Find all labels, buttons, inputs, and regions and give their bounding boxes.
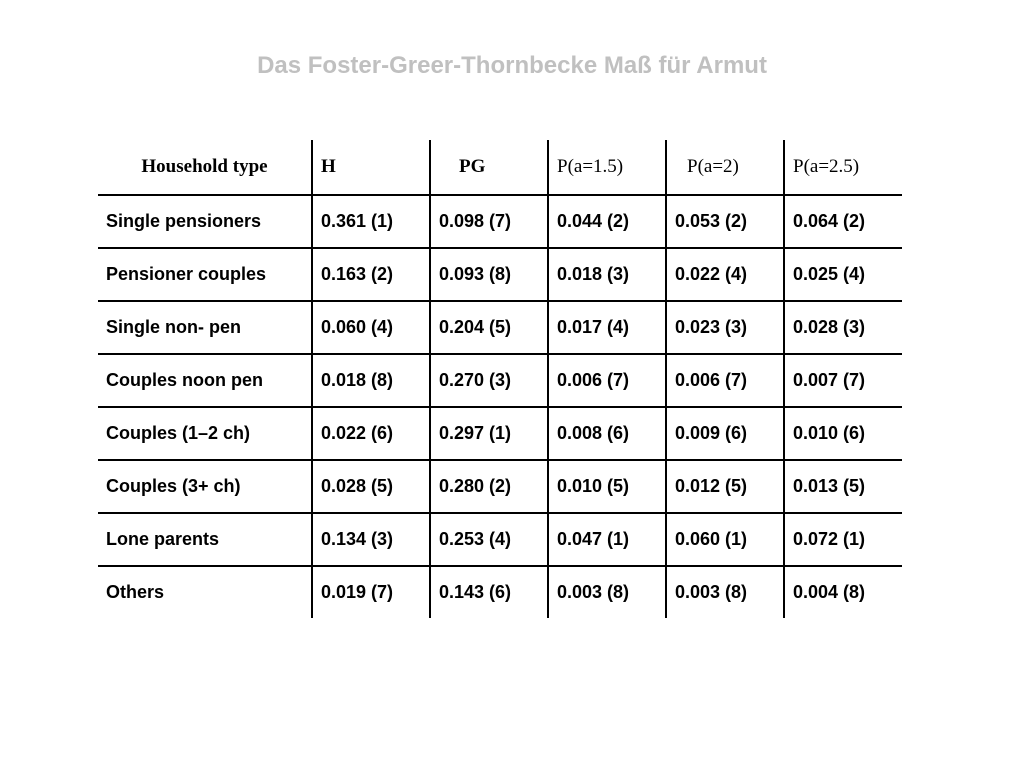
poverty-measure-table — [98, 140, 902, 618]
p-a-1-5-cell: 0.003 (8) — [548, 566, 666, 618]
p-a-2-cell: 0.012 (5) — [666, 460, 784, 513]
table-row — [98, 407, 902, 460]
h-cell: 0.028 (5) — [312, 460, 430, 513]
header-p-a-2: P(a=2) — [666, 140, 784, 195]
header-h: H — [312, 140, 430, 195]
p-a-1-5-cell: 0.047 (1) — [548, 513, 666, 566]
p-a-2-5-cell: 0.064 (2) — [784, 195, 902, 248]
pg-cell: 0.093 (8) — [430, 248, 548, 301]
h-cell: 0.022 (6) — [312, 407, 430, 460]
p-a-2-cell: 0.003 (8) — [666, 566, 784, 618]
household-type-cell: Couples (1–2 ch) — [98, 407, 312, 460]
p-a-1-5-cell: 0.018 (3) — [548, 248, 666, 301]
pg-cell: 0.270 (3) — [430, 354, 548, 407]
household-type-cell: Lone parents — [98, 513, 312, 566]
pg-cell: 0.253 (4) — [430, 513, 548, 566]
header-p-a-2-5: P(a=2.5) — [784, 140, 902, 195]
household-type-cell: Single non- pen — [98, 301, 312, 354]
slide-title: Das Foster-Greer-Thornbecke Maß für Armut — [257, 52, 767, 79]
header-p-a-1-5: P(a=1.5) — [548, 140, 666, 195]
h-cell: 0.361 (1) — [312, 195, 430, 248]
pg-cell: 0.143 (6) — [430, 566, 548, 618]
table-row — [98, 566, 902, 618]
p-a-2-cell: 0.006 (7) — [666, 354, 784, 407]
p-a-2-cell: 0.022 (4) — [666, 248, 784, 301]
table-row — [98, 513, 902, 566]
table-row — [98, 301, 902, 354]
p-a-2-5-cell: 0.025 (4) — [784, 248, 902, 301]
p-a-2-5-cell: 0.028 (3) — [784, 301, 902, 354]
p-a-2-cell: 0.023 (3) — [666, 301, 784, 354]
header-household-type: Household type — [98, 140, 312, 195]
h-cell: 0.060 (4) — [312, 301, 430, 354]
p-a-1-5-cell: 0.006 (7) — [548, 354, 666, 407]
p-a-2-5-cell: 0.004 (8) — [784, 566, 902, 618]
h-cell: 0.019 (7) — [312, 566, 430, 618]
p-a-1-5-cell: 0.017 (4) — [548, 301, 666, 354]
household-type-cell: Couples noon pen — [98, 354, 312, 407]
pg-cell: 0.280 (2) — [430, 460, 548, 513]
p-a-2-5-cell: 0.013 (5) — [784, 460, 902, 513]
p-a-1-5-cell: 0.008 (6) — [548, 407, 666, 460]
p-a-2-5-cell: 0.072 (1) — [784, 513, 902, 566]
household-type-cell: Single pensioners — [98, 195, 312, 248]
p-a-2-5-cell: 0.010 (6) — [784, 407, 902, 460]
header-pg: PG — [430, 140, 548, 195]
table-row — [98, 195, 902, 248]
p-a-1-5-cell: 0.044 (2) — [548, 195, 666, 248]
household-type-cell: Others — [106, 582, 165, 602]
household-type-cell: Couples (3+ ch) — [98, 460, 312, 513]
table-row — [98, 248, 902, 301]
table-row — [98, 354, 902, 407]
p-a-2-cell: 0.060 (1) — [666, 513, 784, 566]
pg-cell: 0.297 (1) — [430, 407, 548, 460]
household-type-cell: Pensioner couples — [98, 248, 312, 301]
pg-cell: 0.204 (5) — [430, 301, 548, 354]
p-a-2-cell: 0.009 (6) — [666, 407, 784, 460]
h-cell: 0.163 (2) — [312, 248, 430, 301]
table-body — [98, 195, 902, 618]
p-a-2-cell: 0.053 (2) — [666, 195, 784, 248]
h-cell: 0.134 (3) — [312, 513, 430, 566]
table-row — [98, 460, 902, 513]
table-header-row — [98, 140, 902, 195]
h-cell: 0.018 (8) — [312, 354, 430, 407]
pg-cell: 0.098 (7) — [430, 195, 548, 248]
p-a-2-5-cell: 0.007 (7) — [784, 354, 902, 407]
p-a-1-5-cell: 0.010 (5) — [548, 460, 666, 513]
